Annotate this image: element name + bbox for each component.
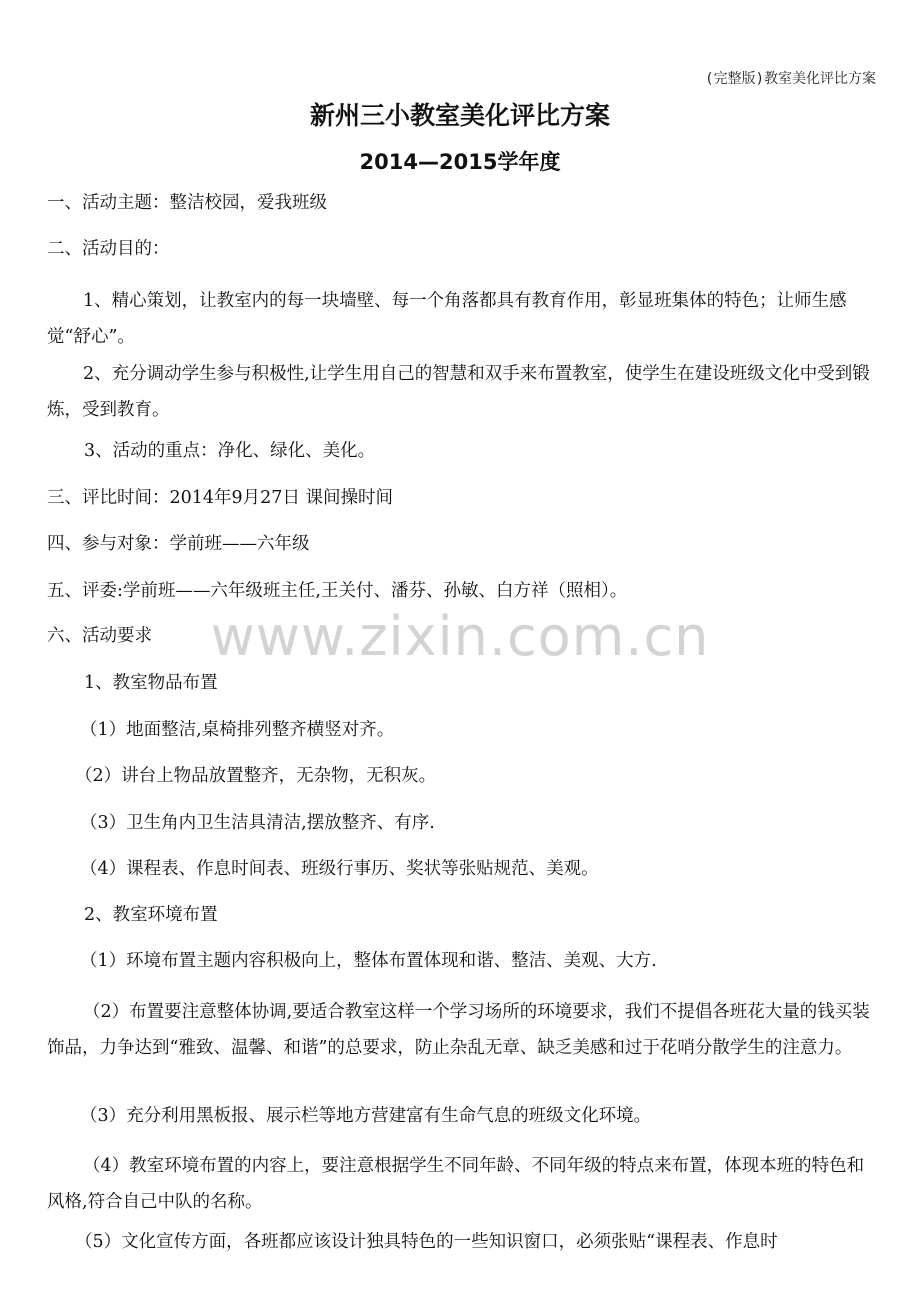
watermark: www.zixin.com.cn xyxy=(210,605,710,668)
requirement-2-item-5: （5）文化宣传方面，各班都应该设计独具特色的一些知识窗口，必须张贴“课程表、作息时 xyxy=(75,1232,778,1252)
requirement-2-item-1: （1）环境布置主题内容积极向上，整体布置体现和谐、整洁、美观、大方. xyxy=(80,951,657,971)
requirement-1-heading: 1、教室物品布置 xyxy=(84,673,218,693)
section-6-heading: 六、活动要求 xyxy=(47,626,152,646)
section-1-theme: 一、活动主题：整洁校园，爱我班级 xyxy=(47,193,327,213)
purpose-item-1: 1、精心策划，让教室内的每一块墙壁、每一个角落都具有教育作用，彰显班集体的特色；让师生感觉“舒心”。 xyxy=(47,291,847,347)
requirement-1-item-2: （2）讲台上物品放置整齐，无杂物，无积灰。 xyxy=(75,766,437,786)
purpose-item-3: 3、活动的重点：净化、绿化、美化。 xyxy=(84,441,376,461)
section-5-judges: 五、评委:学前班——六年级班主任,王关付、潘芬、孙敏、白方祥（照相）。 xyxy=(47,581,628,601)
requirement-2-heading: 2、教室环境布置 xyxy=(84,905,218,925)
requirement-1-item-4: （4）课程表、作息时间表、班级行事历、奖状等张贴规范、美观。 xyxy=(80,859,599,879)
section-2-heading: 二、活动目的： xyxy=(47,239,170,259)
purpose-item-2: 2、充分调动学生参与积极性,让学生用自己的智慧和双手来布置教室，使学生在建设班级文化中受到锻炼，受到教育。 xyxy=(47,364,870,420)
section-4-participants: 四、参与对象：学前班——六年级 xyxy=(47,534,310,554)
requirement-2-item-3: （3）充分利用黑板报、展示栏等地方营建富有生命气息的班级文化环境。 xyxy=(80,1106,652,1126)
document-subtitle: 2014—2015学年度 xyxy=(359,150,561,174)
requirement-2-item-2: （2）布置要注意整体协调,要适合教室这样一个学习场所的环境要求，我们不提倡各班花大量的钱买装饰品，力争达到“雅致、温馨、和谐”的总要求，防止杂乱无章、缺乏美感和过于花哨分散学生的注意力。 xyxy=(47,1002,870,1058)
requirement-2-item-4: （4）教室环境布置的内容上，要注意根据学生不同年龄、不同年级的特点来布置，体现本班的特色和风格,符合自己中队的名称。 xyxy=(47,1156,865,1212)
document-header-label: (完整版)教室美化评比方案 xyxy=(705,71,876,87)
section-3-time: 三、评比时间：2014年9月27日 课间操时间 xyxy=(47,488,393,508)
requirement-1-item-1: （1）地面整洁,桌椅排列整齐横竖对齐。 xyxy=(80,720,395,740)
requirement-1-item-3: （3）卫生角内卫生洁具清洁,摆放整齐、有序. xyxy=(80,813,435,833)
document-title: 新州三小教室美化评比方案 xyxy=(309,101,610,130)
